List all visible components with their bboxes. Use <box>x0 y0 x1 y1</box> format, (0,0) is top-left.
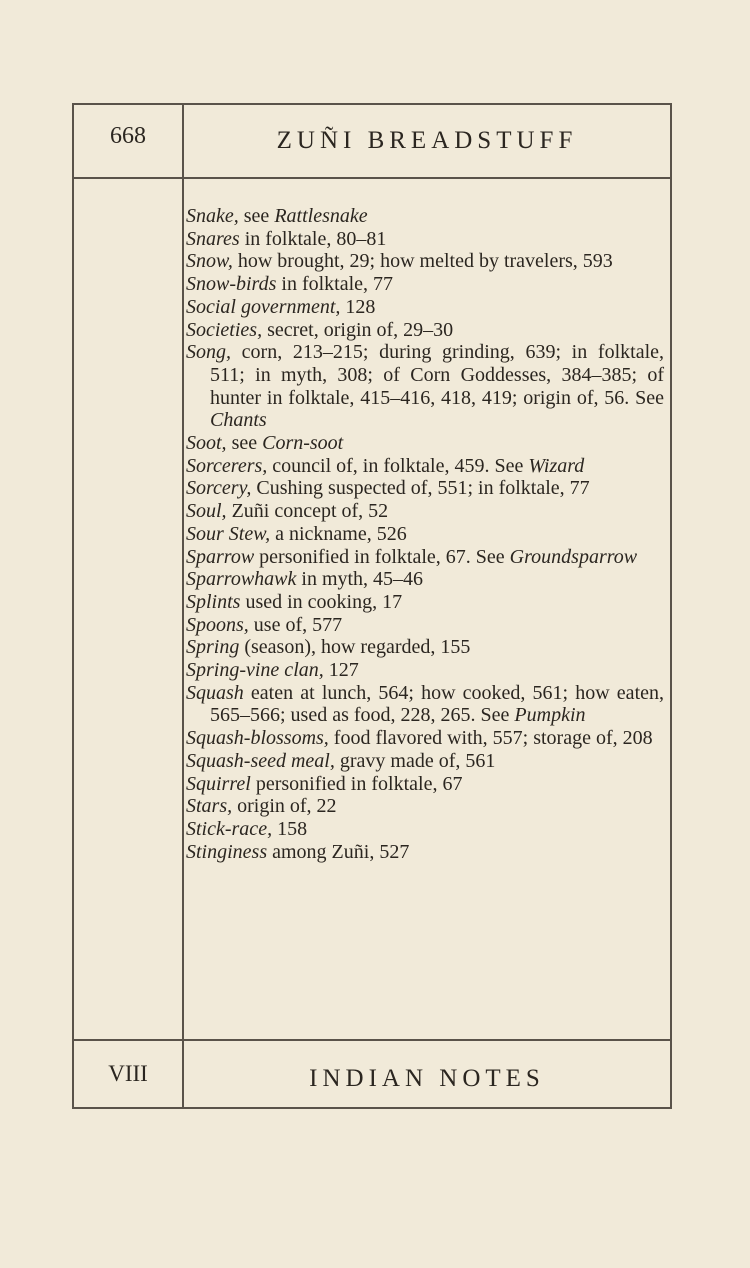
index-references: gravy made of, 561 <box>334 749 496 772</box>
index-term: Squash-blossoms, <box>186 727 329 750</box>
index-entry <box>186 341 664 432</box>
index-term: Song, <box>186 341 231 364</box>
index-entry <box>186 773 664 796</box>
index-entry <box>186 818 664 841</box>
index-references: council of, in folktale, 459. See <box>267 454 529 477</box>
index-references: 127 <box>323 659 359 682</box>
index-references: use of, 577 <box>248 613 343 636</box>
index-entry <box>186 455 664 478</box>
index-entry <box>186 636 664 659</box>
index-term: Sorcery, <box>186 477 252 500</box>
index-term: Social government, <box>186 295 341 318</box>
index-references: among Zuñi, 527 <box>267 840 410 863</box>
index-references: food flavored with, 557; storage of, 208 <box>328 727 653 750</box>
index-entry <box>186 727 664 750</box>
index-references: origin of, 22 <box>232 795 337 818</box>
index-term: Spring-vine clan, <box>186 659 324 682</box>
index-references: secret, origin of, 29–30 <box>262 318 454 341</box>
index-references: see <box>226 432 263 455</box>
index-term: Societies, <box>186 318 263 341</box>
index-term: Snow, <box>186 250 233 273</box>
index-references: in folktale, 77 <box>276 273 394 296</box>
index-references: 158 <box>272 817 308 840</box>
index-term: Snake, <box>186 205 239 227</box>
index-term: Soot, <box>186 432 227 455</box>
index-references: in myth, 45–46 <box>296 568 424 591</box>
index-entry <box>186 795 664 818</box>
page-number: 668 <box>110 123 146 149</box>
index-term: Stars, <box>186 795 233 818</box>
index-entry <box>186 750 664 773</box>
index-entry <box>186 659 664 682</box>
index-entry <box>186 228 664 251</box>
cross-reference: Rattlesnake <box>274 205 368 227</box>
index-references: corn, 213–215; during grinding, 639; in folktale, 511; in myth, 308; of Corn Goddesses, 384–385; of hunter in folktale, 415–416, 418, 419; origin of, 56. See <box>210 341 664 409</box>
index-entry <box>186 614 664 637</box>
page-frame <box>72 103 672 1109</box>
cross-reference: Chants <box>210 409 267 432</box>
index-entry <box>186 432 664 455</box>
index-term: Squirrel <box>186 772 251 795</box>
index-list <box>186 205 664 863</box>
cross-reference: Groundsparrow <box>509 545 638 568</box>
index-term: Spring <box>186 636 240 659</box>
index-term: Sour Stew, <box>186 522 271 545</box>
index-term: Stinginess <box>186 840 268 863</box>
index-entry <box>186 682 664 727</box>
index-term: Sparrow <box>186 545 255 568</box>
series-title: INDIAN NOTES <box>309 1065 545 1092</box>
index-entry <box>186 205 664 228</box>
cross-reference: Corn-soot <box>262 432 344 455</box>
index-references: used in cooking, 17 <box>240 590 403 613</box>
index-references: Zuñi concept of, 52 <box>226 500 389 523</box>
index-term: Squash-seed meal, <box>186 749 335 772</box>
index-entry <box>186 546 664 569</box>
cross-reference: Wizard <box>528 454 585 477</box>
page-title: ZUÑI BREADSTUFF <box>276 127 578 154</box>
index-references: in folktale, 80–81 <box>239 227 387 250</box>
index-entry <box>186 319 664 342</box>
index-entry <box>186 500 664 523</box>
index-term: Sorcerers, <box>186 454 268 477</box>
cross-reference: Pumpkin <box>514 704 586 727</box>
index-references: personified in folktale, 67. See <box>254 545 510 568</box>
index-term: Snares <box>186 227 240 250</box>
index-entry <box>186 296 664 319</box>
index-entry <box>186 250 664 273</box>
index-term: Sparrowhawk <box>186 568 297 591</box>
index-references: how brought, 29; how melted by travelers, 593 <box>232 250 613 273</box>
index-entry <box>186 841 664 864</box>
index-term: Stick-race, <box>186 817 273 840</box>
volume-number: VIII <box>108 1061 148 1086</box>
index-entry <box>186 523 664 546</box>
index-references: Cushing suspected of, 551; in folktale, 77 <box>251 477 590 500</box>
column-divider <box>182 105 184 1107</box>
index-references: personified in folktale, 67 <box>250 772 463 795</box>
header-rule <box>74 177 670 179</box>
index-term: Spoons, <box>186 613 249 636</box>
footer-rule <box>74 1039 670 1041</box>
index-references: a nickname, 526 <box>270 522 407 545</box>
index-references: see <box>238 205 275 227</box>
index-entry <box>186 273 664 296</box>
index-references: eaten at lunch, 564; how cooked, 561; how eaten, 565–566; used as food, 228, 265. See <box>210 681 664 727</box>
index-term: Soul, <box>186 500 227 523</box>
index-entry <box>186 477 664 500</box>
index-entry <box>186 591 664 614</box>
index-term: Squash <box>186 681 244 704</box>
index-entry <box>186 568 664 591</box>
index-term: Splints <box>186 590 241 613</box>
index-references: 128 <box>340 295 376 318</box>
index-references: (season), how regarded, 155 <box>239 636 471 659</box>
index-term: Snow-birds <box>186 273 277 296</box>
